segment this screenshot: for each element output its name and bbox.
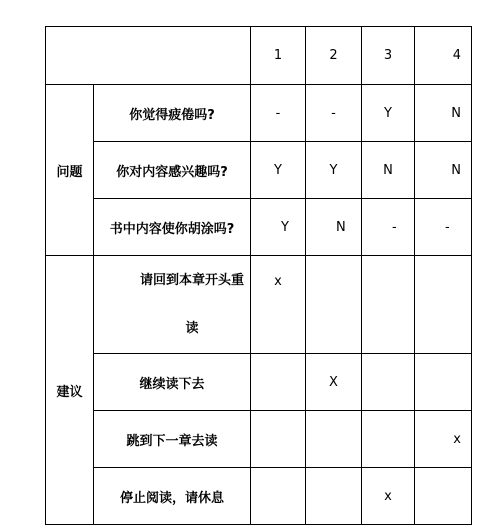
question-value: Y: [306, 142, 362, 199]
question-value: Y: [362, 85, 415, 142]
suggestion-label-line1: 请回到本章开头重: [139, 272, 244, 288]
suggestion-value: [251, 411, 306, 468]
header-col-4: 4: [415, 27, 472, 85]
suggestion-value: [362, 256, 415, 354]
question-label: 你觉得疲倦吗?: [94, 85, 251, 142]
suggestion-value: [306, 411, 362, 468]
header-corner-cell: [46, 27, 251, 85]
question-value: -: [251, 85, 306, 142]
suggestions-group-label: 建议: [46, 256, 94, 525]
suggestion-label: 停止阅读，请休息: [94, 468, 251, 525]
question-row: [46, 85, 472, 142]
question-value: N: [306, 199, 362, 256]
suggestion-row: [46, 411, 472, 468]
suggestion-value: x: [251, 256, 306, 354]
suggestion-value: x: [415, 411, 472, 468]
suggestion-value: [415, 468, 472, 525]
suggestion-row: [46, 354, 472, 411]
suggestion-label: [94, 256, 251, 354]
suggestion-value: [415, 256, 472, 354]
question-value: N: [415, 142, 472, 199]
question-value: N: [415, 85, 472, 142]
question-value: -: [306, 85, 362, 142]
question-value: -: [415, 199, 472, 256]
suggestion-value: [251, 354, 306, 411]
suggestion-row: [46, 468, 472, 525]
question-value: -: [362, 199, 415, 256]
suggestion-value: X: [306, 354, 362, 411]
suggestion-value: [306, 468, 362, 525]
decision-table: [45, 26, 472, 525]
question-value: Y: [251, 142, 306, 199]
questions-group-label: 问题: [46, 85, 94, 256]
header-row: [46, 27, 472, 85]
suggestion-label: 继续读下去: [94, 354, 251, 411]
suggestion-value: [415, 354, 472, 411]
suggestion-row: [46, 256, 472, 354]
suggestion-value: x: [362, 468, 415, 525]
header-col-2: 2: [306, 27, 362, 85]
suggestion-value: [362, 411, 415, 468]
suggestion-label-line2: 读: [185, 320, 199, 336]
header-col-1: 1: [251, 27, 306, 85]
header-col-3: 3: [362, 27, 415, 85]
question-row: [46, 199, 472, 256]
suggestion-value: [306, 256, 362, 354]
suggestion-value: [362, 354, 415, 411]
question-value: N: [362, 142, 415, 199]
question-label: 书中内容使你胡涂吗?: [94, 199, 251, 256]
question-row: [46, 142, 472, 199]
question-label: 你对内容感兴趣吗?: [94, 142, 251, 199]
suggestion-label: 跳到下一章去读: [94, 411, 251, 468]
suggestion-value: [251, 468, 306, 525]
question-value: Y: [251, 199, 306, 256]
